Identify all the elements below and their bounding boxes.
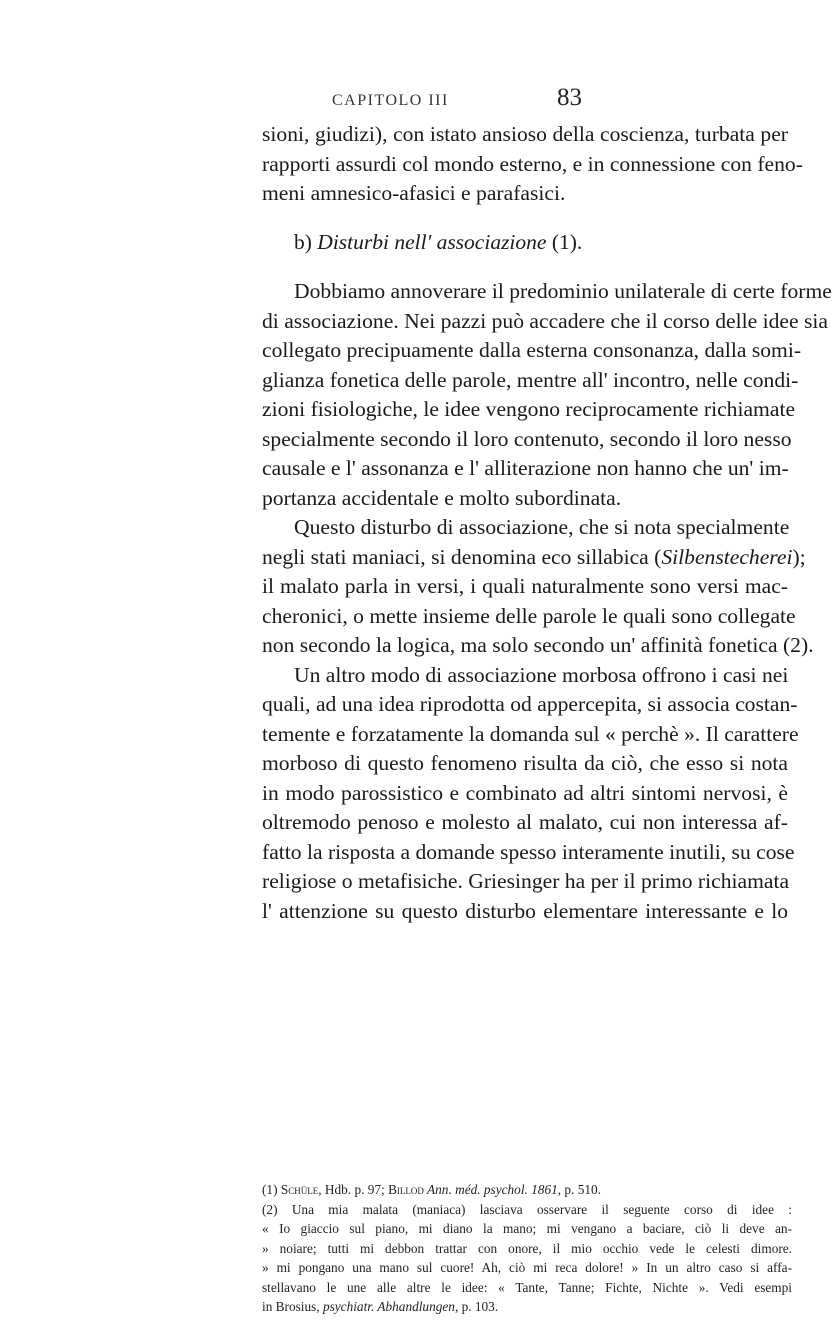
- text-line: meni amnesico-afasici e parafasici.: [262, 181, 566, 205]
- text-line: Un altro modo di associazione morbosa offrono i casi nei: [294, 662, 789, 687]
- text-run: , Hdb. p. 97;: [318, 1182, 389, 1197]
- text-run: , p. 103.: [454, 1299, 499, 1314]
- footnote-1: [262, 1180, 792, 1200]
- section-heading: [262, 228, 788, 258]
- text-line: il malato parla in versi, i quali naturalmente sono versi mac-: [262, 574, 788, 598]
- text-run: );: [792, 544, 806, 569]
- text-line: rapporti assurdi col mondo esterno, e in connessione con feno-: [262, 151, 803, 176]
- text-run: in Brosius,: [262, 1299, 323, 1314]
- footnotes: [262, 1180, 792, 1317]
- text-line: glianza fonetica delle parole, mentre all' incontro, nelle condi-: [262, 367, 799, 392]
- note-marker: (1): [262, 1182, 281, 1197]
- text-line: oltremodo penoso e molesto al malato, cui non interessa af-: [262, 810, 788, 834]
- text-line: [262, 543, 806, 573]
- text-line: portanza accidentale e molto subordinata.: [262, 485, 622, 510]
- text-line: temente e forzatamente la domanda sul « perchè ». Il carattere: [262, 721, 799, 746]
- main-text: [262, 120, 832, 926]
- text-line: non secondo la logica, ma solo secondo un' affinità fonetica (2).: [262, 633, 814, 657]
- section-footnote-ref: (1).: [546, 229, 583, 254]
- running-header: [262, 84, 582, 118]
- text-line: cheronici, o mette insieme delle parole le quali sono collegate: [262, 603, 796, 628]
- text-line: fatto la risposta a domande spesso interamente inutili, su cose: [262, 839, 795, 864]
- section-prefix: b): [294, 229, 318, 254]
- text-line: di associazione. Nei pazzi può accadere che il corso delle idee sia: [262, 308, 828, 333]
- author-name: Schüle: [280, 1182, 319, 1197]
- text-line: collegato precipuamente dalla esterna consonanza, dalla somi-: [262, 338, 802, 362]
- text-line: l' attenzione su questo disturbo elementare interessante e lo: [262, 898, 788, 923]
- text-line: quali, ad una idea riprodotta od appercepita, si associa costan-: [262, 692, 798, 716]
- journal-title: Ann. méd. psychol. 1861: [423, 1182, 558, 1197]
- text-line: in modo parossistico e combinato ad altri sintomi nervosi, è: [262, 780, 788, 805]
- text-line: zioni fisiologiche, le idee vengono reciprocamente richiamate: [262, 397, 796, 421]
- text-line: causale e l' assonanza e l' alliterazione non hanno che un' im-: [262, 456, 789, 480]
- text-line: morboso di questo fenomeno risulta da ciò, che esso si nota: [262, 751, 788, 775]
- text-line: Questo disturbo di associazione, che si nota specialmente: [294, 515, 790, 539]
- text-line: specialmente secondo il loro contenuto, secondo il loro nesso: [262, 426, 792, 451]
- footnote-2-line: stellavano le une alle altre le idee: « Tante, Tanne; Fichte, Nichte ». Vedi esempi: [262, 1279, 792, 1295]
- section-title: Disturbi nell' associazione: [317, 229, 547, 254]
- text-run: negli stati maniaci, si denomina eco sillabica (: [262, 544, 662, 569]
- text-run: , p. 510.: [557, 1182, 601, 1197]
- text-line: Dobbiamo annoverare il predominio unilaterale di certe forme: [294, 279, 832, 303]
- footnote-2-line: [262, 1297, 792, 1317]
- running-title: CAPITOLO III: [332, 92, 449, 109]
- text-line: religiose o metafisiche. Griesinger ha per il primo richiamata: [262, 869, 790, 893]
- italic-term: Silbenstecherei: [661, 544, 793, 569]
- author-name: Billod: [388, 1182, 424, 1197]
- text-line: sioni, giudizi), con istato ansioso della coscienza, turbata per: [262, 122, 788, 146]
- footnote-2-line: « Io giaccio sul piano, mi diano la mano; mi vengano a baciare, ciò li deve an-: [262, 1221, 792, 1236]
- work-title: psychiatr. Abhandlungen: [322, 1299, 455, 1314]
- footnote-2-line: » noiare; tutti mi debbon trattar con onore, il mio occhio vede le celesti dimore.: [262, 1240, 792, 1256]
- page-number: 83: [557, 84, 582, 111]
- footnote-2-line: (2) Una mia malata (maniaca) lasciava osservare il seguente corso di idee :: [262, 1201, 792, 1217]
- footnote-2-line: » mi pongano una mano sul cuore! Ah, ciò mi reca dolore! » In un altro caso si affa-: [262, 1260, 792, 1275]
